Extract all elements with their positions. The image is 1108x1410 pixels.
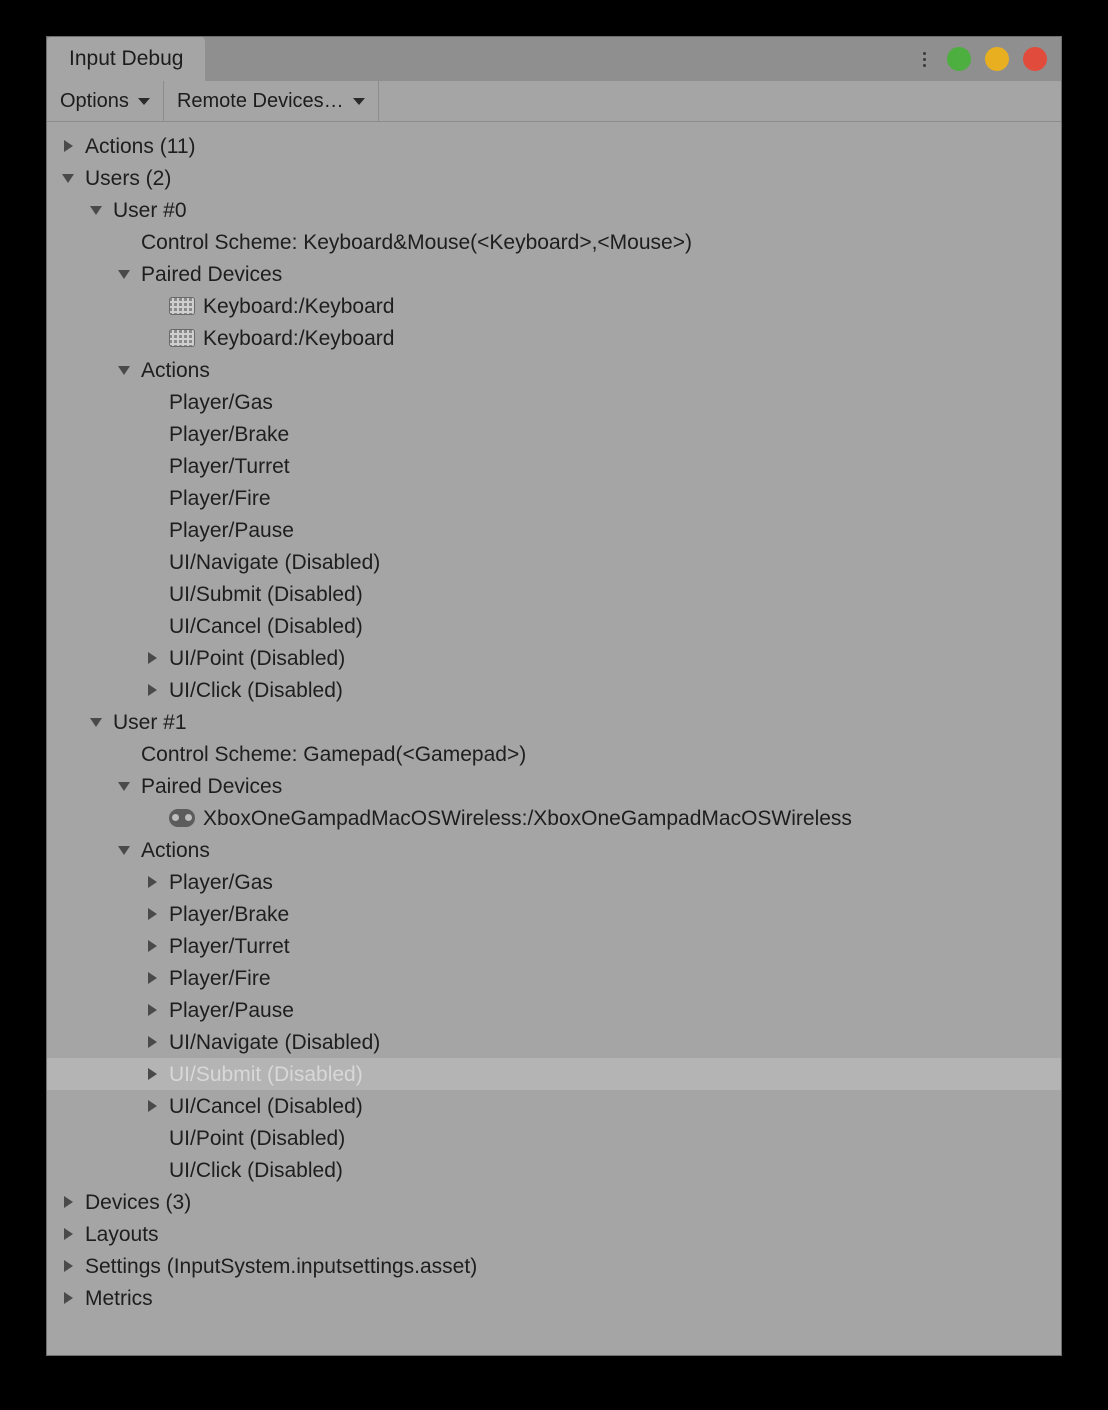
remote-devices-label: Remote Devices…: [176, 89, 344, 112]
tab-label: Input Debug: [69, 47, 184, 70]
chevron-right-icon[interactable]: [145, 970, 161, 986]
tree-row-label: Actions: [141, 838, 210, 862]
tree-spacer: [145, 298, 161, 314]
tree-spacer: [145, 1130, 161, 1146]
tree-row[interactable]: [47, 1250, 1061, 1282]
tree-row-label: Player/Turret: [169, 454, 290, 478]
tree-row-label: Devices (3): [85, 1190, 192, 1214]
keyboard-icon: [169, 297, 195, 315]
tree-row[interactable]: [47, 386, 1061, 418]
gamepad-icon: [169, 809, 195, 827]
tree-row-label: UI/Navigate (Disabled): [169, 550, 381, 574]
tree-row-label: UI/Click (Disabled): [169, 1158, 343, 1182]
chevron-down-icon[interactable]: [117, 842, 133, 858]
debug-tree[interactable]: [47, 122, 1061, 1355]
tree-spacer: [145, 490, 161, 506]
tree-row-label: UI/Point (Disabled): [169, 646, 346, 670]
chevron-right-icon[interactable]: [61, 1258, 77, 1274]
tree-row[interactable]: [47, 322, 1061, 354]
kebab-menu-icon[interactable]: [915, 48, 933, 70]
tree-row-label: User #0: [113, 198, 187, 222]
tree-row-label: Settings (InputSystem.inputsettings.asset): [85, 1254, 478, 1278]
tree-row-label: Keyboard:/Keyboard: [203, 326, 395, 350]
chevron-right-icon[interactable]: [61, 1226, 77, 1242]
window-titlebar: [47, 37, 1061, 81]
chevron-down-icon[interactable]: [117, 778, 133, 794]
tree-spacer: [145, 330, 161, 346]
options-dropdown[interactable]: [47, 81, 164, 121]
tree-row-label: UI/Click (Disabled): [169, 678, 343, 702]
tree-row[interactable]: [47, 194, 1061, 226]
tree-row[interactable]: [47, 642, 1061, 674]
tree-row-label: Player/Pause: [169, 518, 294, 542]
tree-row[interactable]: [47, 514, 1061, 546]
tree-row-label: Player/Gas: [169, 870, 273, 894]
chevron-right-icon[interactable]: [145, 682, 161, 698]
tree-row-label: Paired Devices: [141, 262, 283, 286]
tree-row-label: UI/Submit (Disabled): [169, 1062, 363, 1086]
tree-row[interactable]: [47, 866, 1061, 898]
chevron-right-icon[interactable]: [145, 1002, 161, 1018]
chevron-right-icon[interactable]: [145, 874, 161, 890]
tree-spacer: [145, 810, 161, 826]
tree-row[interactable]: [47, 834, 1061, 866]
chevron-right-icon[interactable]: [145, 938, 161, 954]
tree-row[interactable]: [47, 162, 1061, 194]
tree-row-label: Users (2): [85, 166, 172, 190]
tree-row[interactable]: [47, 994, 1061, 1026]
tree-row[interactable]: [47, 1282, 1061, 1314]
tree-row[interactable]: [47, 482, 1061, 514]
remote-devices-dropdown[interactable]: [164, 81, 379, 121]
tree-row[interactable]: [47, 930, 1061, 962]
tree-spacer: [145, 458, 161, 474]
tree-row[interactable]: [47, 1058, 1061, 1090]
tree-row[interactable]: [47, 1090, 1061, 1122]
chevron-down-icon[interactable]: [117, 362, 133, 378]
tree-row-label: Actions: [141, 358, 210, 382]
tree-row-label: UI/Cancel (Disabled): [169, 1094, 363, 1118]
tree-spacer: [145, 1162, 161, 1178]
tree-row-label: Paired Devices: [141, 774, 283, 798]
tree-row[interactable]: [47, 1186, 1061, 1218]
tree-row[interactable]: [47, 354, 1061, 386]
tree-row-label: Actions (11): [85, 134, 196, 158]
minimize-button[interactable]: [985, 47, 1009, 71]
tree-row-label: Player/Brake: [169, 422, 290, 446]
tree-spacer: [145, 522, 161, 538]
tree-row[interactable]: [47, 1122, 1061, 1154]
tree-row[interactable]: [47, 898, 1061, 930]
titlebar-controls: [915, 37, 1047, 81]
tree-row[interactable]: [47, 450, 1061, 482]
tree-row[interactable]: [47, 706, 1061, 738]
tree-spacer: [145, 554, 161, 570]
tree-row[interactable]: [47, 226, 1061, 258]
chevron-down-icon[interactable]: [89, 714, 105, 730]
chevron-right-icon[interactable]: [145, 1098, 161, 1114]
options-label: Options: [60, 89, 129, 112]
tree-row-label: Control Scheme: Gamepad(<Gamepad>): [141, 742, 527, 766]
chevron-down-icon: [353, 98, 365, 105]
tree-row[interactable]: [47, 130, 1061, 162]
tree-row[interactable]: [47, 1218, 1061, 1250]
tab-input-debug[interactable]: [47, 37, 205, 81]
chevron-right-icon[interactable]: [145, 1066, 161, 1082]
close-button[interactable]: [1023, 47, 1047, 71]
tree-spacer: [117, 234, 133, 250]
chevron-right-icon[interactable]: [61, 1290, 77, 1306]
tree-row[interactable]: [47, 802, 1061, 834]
tree-row[interactable]: [47, 962, 1061, 994]
tree-row-label: Player/Fire: [169, 486, 271, 510]
chevron-down-icon[interactable]: [89, 202, 105, 218]
input-debug-window: [46, 36, 1062, 1356]
tree-row-label: XboxOneGampadMacOSWireless:/XboxOneGampadMacOSWireless: [203, 806, 852, 830]
chevron-down-icon: [138, 98, 150, 105]
tree-row-label: Layouts: [85, 1222, 159, 1246]
tree-row-label: Player/Brake: [169, 902, 290, 926]
tree-row[interactable]: [47, 1154, 1061, 1186]
chevron-down-icon[interactable]: [61, 170, 77, 186]
tree-row-label: Player/Gas: [169, 390, 273, 414]
chevron-right-icon[interactable]: [61, 138, 77, 154]
tree-row[interactable]: [47, 674, 1061, 706]
chevron-right-icon[interactable]: [145, 650, 161, 666]
tree-row-label: UI/Point (Disabled): [169, 1126, 346, 1150]
maximize-button[interactable]: [947, 47, 971, 71]
tree-row-label: Control Scheme: Keyboard&Mouse(<Keyboard>,<Mouse>): [141, 230, 692, 254]
tree-row-label: UI/Navigate (Disabled): [169, 1030, 381, 1054]
tree-row-label: User #1: [113, 710, 187, 734]
tree-row[interactable]: [47, 546, 1061, 578]
tree-row[interactable]: [47, 1026, 1061, 1058]
tree-row-label: UI/Submit (Disabled): [169, 582, 363, 606]
tree-spacer: [145, 586, 161, 602]
tree-spacer: [145, 394, 161, 410]
tree-row[interactable]: [47, 418, 1061, 450]
tree-row[interactable]: [47, 578, 1061, 610]
tree-spacer: [117, 746, 133, 762]
tree-row[interactable]: [47, 290, 1061, 322]
tree-row[interactable]: [47, 770, 1061, 802]
tree-row-label: Player/Fire: [169, 966, 271, 990]
chevron-right-icon[interactable]: [145, 906, 161, 922]
tree-row-label: UI/Cancel (Disabled): [169, 614, 363, 638]
tree-row-label: Player/Pause: [169, 998, 294, 1022]
tree-row-label: Keyboard:/Keyboard: [203, 294, 395, 318]
chevron-right-icon[interactable]: [61, 1194, 77, 1210]
tree-spacer: [145, 618, 161, 634]
keyboard-icon: [169, 329, 195, 347]
tree-row[interactable]: [47, 258, 1061, 290]
chevron-right-icon[interactable]: [145, 1034, 161, 1050]
tree-spacer: [145, 426, 161, 442]
tree-row-label: Player/Turret: [169, 934, 290, 958]
tree-row-label: Metrics: [85, 1286, 153, 1310]
tree-row[interactable]: [47, 738, 1061, 770]
chevron-down-icon[interactable]: [117, 266, 133, 282]
toolbar: [47, 81, 1061, 122]
tree-row[interactable]: [47, 610, 1061, 642]
